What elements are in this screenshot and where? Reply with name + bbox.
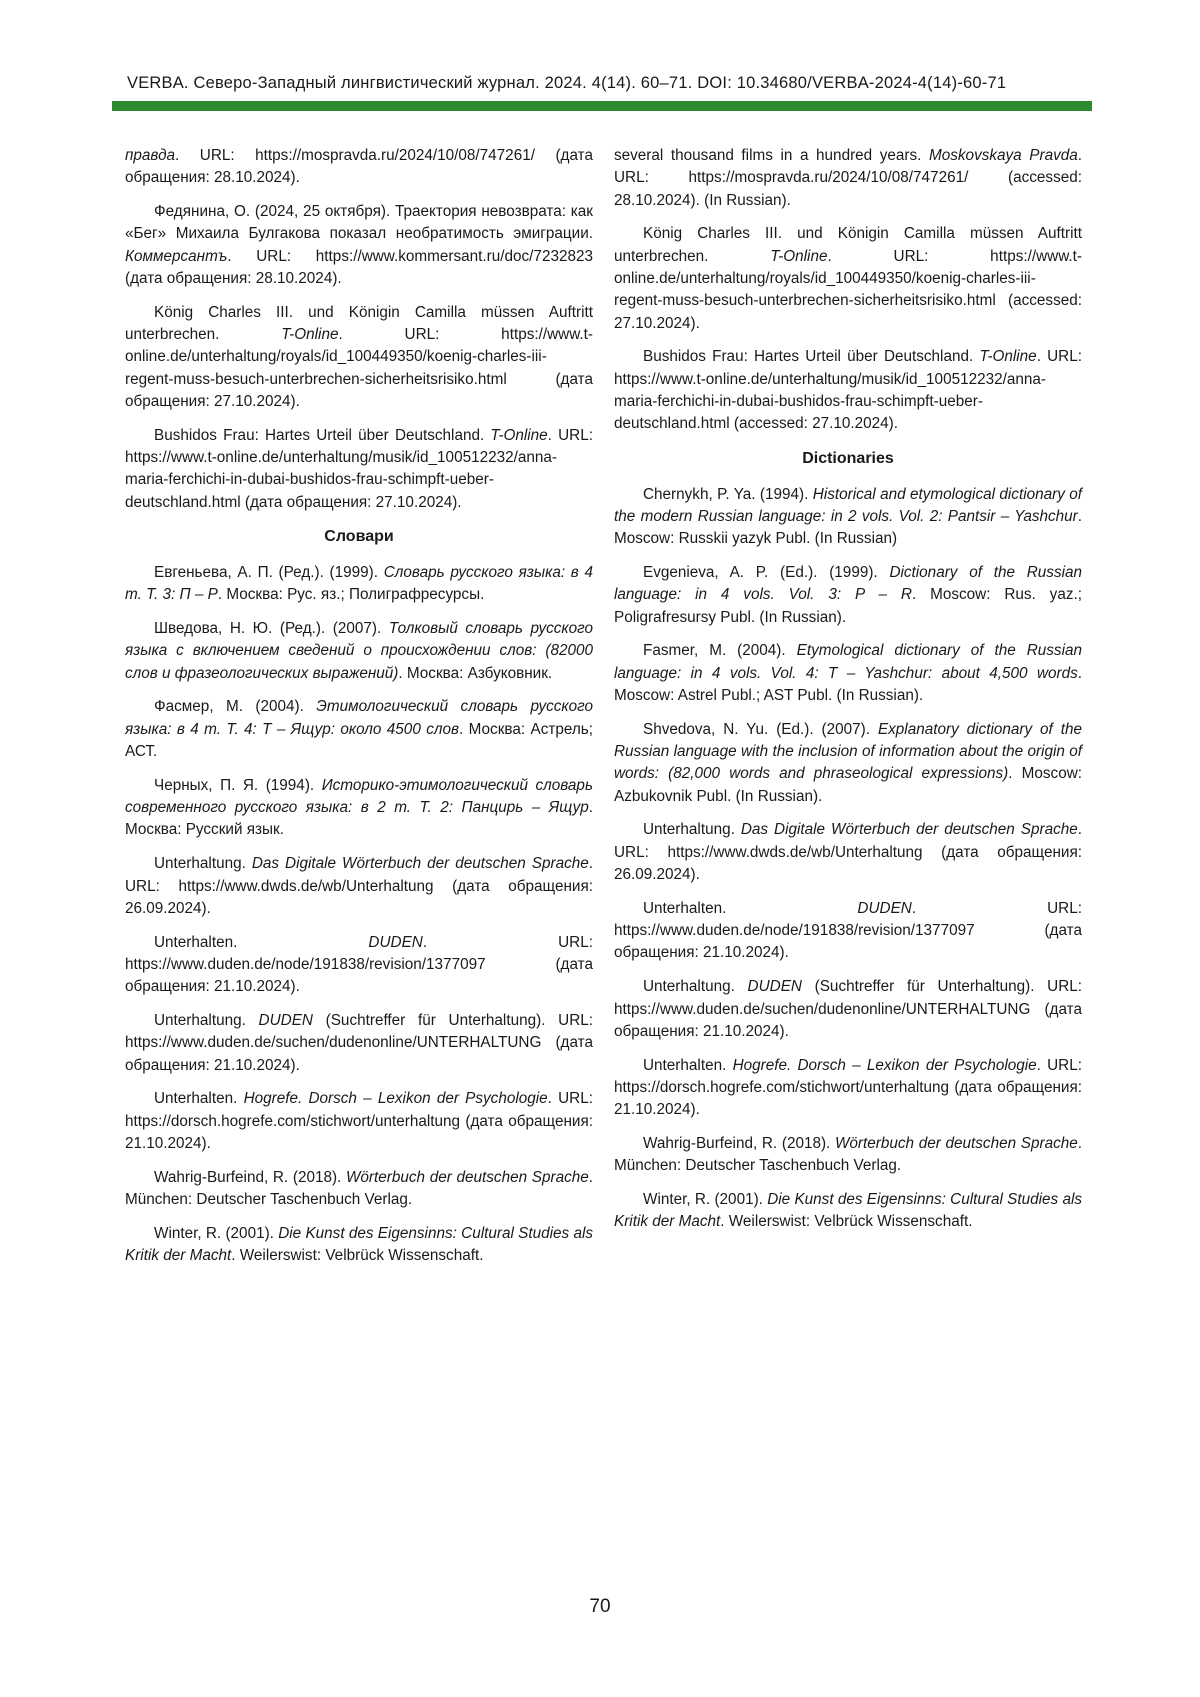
right-column [614,145,1082,1245]
reference-text: . URL: https://www.kommersant.ru/doc/7232823 (дата обращения: 28.10.2024). [125,247,593,287]
reference-title: Толковый словарь русского языка с включением сведений о происхождении слов: (82000 слов и фразеологических выражений) [125,620,593,682]
header-rule [112,101,1092,111]
reference-text: Unterhaltung. [154,1012,259,1029]
reference-entry [125,1223,593,1268]
reference-text: Wahrig-Burfeind, R. (2018). [643,1134,835,1152]
reference-title: T-Online [490,426,548,444]
reference-text: Unterhaltung. [643,821,741,839]
reference-text: Unterhalten. [154,933,369,951]
reference-text: König Charles III. und Königin Camilla müssen Auftritt unterbrechen. [614,225,1082,265]
reference-title: Das Digitale Wörterbuch der deutschen Sprache [251,855,589,873]
reference-entry [125,1167,593,1212]
reference-text: Chernykh, P. Ya. (1994). [643,485,813,503]
reference-title: DUDEN [747,978,802,996]
reference-entry [614,1055,1082,1122]
reference-text: Unterhalten. [643,1056,733,1074]
reference-title: Историко-этимологический словарь современного русского языка: в 2 т. Т. 2: Панцирь – Ящур [125,776,593,817]
reference-title: Die Kunst des Eigensinns: Cultural Studies als Kritik der Macht [614,1191,1082,1231]
reference-entry [125,302,593,413]
right-references-continued [614,145,1082,436]
reference-text: (Suchtreffer für Unterhaltung). URL: https://www.duden.de/suchen/dudenonline/UNTERHALTUNG (дата обращения: 21.10.2024). [125,1012,593,1074]
page-number: 70 [589,1596,611,1617]
reference-text: . Moscow: Rus. yaz.; Poligrafresursy Publ. (In Russian). [614,586,1082,626]
left-column [125,145,593,1279]
reference-entry [614,484,1082,551]
reference-text: Евгеньева, А. П. (Ред.). (1999). [154,563,384,581]
reference-entry [614,1133,1082,1178]
reference-text: (Suchtreffer für Unterhaltung). URL: https://www.duden.de/suchen/dudenonline/UNTERHALTUNG (дата обращения: 21.10.2024). [614,978,1082,1040]
reference-text: . Moscow: Russkii yazyk Publ. (In Russian) [614,507,1082,548]
reference-text: Shvedova, N. Yu. (Ed.). (2007). [643,720,878,738]
right-dictionary-references [614,484,1082,1234]
reference-entry [614,1189,1082,1234]
reference-text: Фасмер, М. (2004). [154,698,317,716]
reference-text: Fasmer, M. (2004). [643,642,797,660]
reference-text: . URL: https://www.t-online.de/unterhaltung/royals/id_100449350/koenig-charles-iii-regent-muss-besuch-unterbrechen-sicherheitsrisiko.html (дата обращения: 27.10.2024). [125,326,593,410]
reference-entry [125,145,593,190]
reference-text: König Charles III. und Königin Camilla müssen Auftritt unterbrechen. [125,303,593,344]
reference-text: . URL: https://www.duden.de/node/191838/revision/1377097 (дата обращения: 21.10.2024). [614,899,1082,962]
reference-title: Wörterbuch der deutschen Sprache [834,1134,1078,1152]
reference-text: Unterhalten. [643,899,858,917]
reference-title: Wörterbuch der deutschen Sprache [345,1168,589,1186]
reference-title: Historical and etymological dictionary of the modern Russian language: in 2 vols. Vol. 2: Pantsir – Yashchur [614,485,1083,525]
reference-title: Moskovskaya Pravda [929,147,1078,164]
reference-entry [125,1088,593,1155]
reference-text: . URL: https://mospravda.ru/2024/10/08/747261/ (дата обращения: 28.10.2024). [125,147,593,187]
reference-title: правда [125,147,176,164]
reference-entry [125,562,593,607]
reference-title: Коммерсантъ [125,247,228,265]
left-references-continued [125,145,593,514]
reference-text: . URL: https://dorsch.hogrefe.com/stichwort/unterhaltung (дата обращения: 21.10.2024). [125,1090,593,1152]
reference-text: several thousand films in a hundred years. [614,147,930,164]
reference-text: Winter, R. (2001). [643,1191,768,1209]
reference-entry [614,976,1082,1043]
reference-text: . Moscow: Astrel Publ.; AST Publ. (In Russian). [614,664,1082,704]
reference-entry [125,932,593,999]
reference-title: T-Online [770,247,828,265]
reference-entry [614,562,1082,629]
reference-text: Черных, П. Я. (1994). [154,776,322,794]
reference-text: . Moscow: Azbukovnik Publ. (In Russian). [614,765,1082,805]
reference-entry [614,898,1082,965]
reference-title: Этимологический словарь русского языка: в 4 т. Т. 4: Т – Ящур: около 4500 слов [125,698,594,738]
reference-entry [614,145,1082,212]
reference-text: . URL: https://www.t-online.de/unterhaltung/royals/id_100449350/koenig-charles-iii-regent-muss-besuch-unterbrechen-sicherheitsrisiko.html (accessed: 27.10.2024). [614,247,1082,332]
reference-text: . München: Deutscher Taschenbuch Verlag. [125,1168,593,1209]
reference-text: Unterhalten. [154,1090,244,1108]
reference-entry [125,1010,593,1077]
reference-entry [614,819,1082,886]
reference-title: DUDEN [258,1012,313,1029]
reference-text: Федянина, О. (2024, 25 октября). Траектория невозврата: как «Бег» Михаила Булгакова показал необратимость эмиграции. [125,203,593,243]
reference-title: T-Online [979,348,1037,366]
reference-text: Bushidos Frau: Hartes Urteil über Deutschland. [154,426,491,444]
reference-text: . Москва: Русский язык. [125,799,593,839]
reference-entry [125,696,593,763]
section-title-slovari: Словари [324,527,394,545]
reference-entry [614,719,1082,808]
reference-title: Hogrefe. Dorsch – Lexikon der Psychologie [732,1056,1037,1074]
reference-entry [125,618,593,685]
reference-title: Словарь русского языка: в 4 т. Т. 3: П – Р [125,563,594,604]
reference-text: . München: Deutscher Taschenbuch Verlag. [614,1134,1082,1175]
reference-entry [125,425,593,514]
reference-entry [614,223,1082,334]
reference-title: Hogrefe. Dorsch – Lexikon der Psychologie [243,1090,548,1108]
reference-entry [125,853,593,920]
reference-title: DUDEN [857,899,912,917]
reference-entry [614,640,1082,707]
reference-text: Evgenieva, A. P. (Ed.). (1999). [643,563,890,581]
reference-text: Unterhaltung. [643,978,748,996]
reference-title: Die Kunst des Eigensinns: Cultural Studies als Kritik der Macht [125,1224,593,1265]
left-dictionary-references [125,562,593,1268]
reference-text: . Москва: Азбуковник. [398,664,553,682]
reference-text: Winter, R. (2001). [154,1224,279,1242]
reference-text: Unterhaltung. [154,855,252,873]
reference-text: . URL: https://www.duden.de/node/191838/revision/1377097 (дата обращения: 21.10.2024). [125,933,593,996]
section-title-dictionaries: Dictionaries [802,449,894,467]
reference-text: . URL: https://www.t-online.de/unterhaltung/musik/id_100512232/anna-maria-ferchichi-in-dubai-bushidos-frau-schimpft-ueber-deutschland.html (accessed: 27.10.2024). [614,348,1082,433]
reference-title: Explanatory dictionary of the Russian language with the inclusion of information about the origin of words: (82,000 words and phraseological expressions) [614,720,1082,783]
reference-text: . Weilerswist: Velbrück Wissenschaft. [231,1247,484,1265]
reference-title: Dictionary of the Russian language: in 4 vols. Vol. 3: P – R [614,563,1083,604]
reference-title: Etymological dictionary of the Russian language: in 4 vols. Vol. 4: T – Yashchur: about 4,500 words [614,642,1082,682]
reference-text: Bushidos Frau: Hartes Urteil über Deutschland. [643,348,980,366]
reference-text: . URL: https://www.t-online.de/unterhaltung/musik/id_100512232/anna-maria-ferchichi-in-dubai-bushidos-frau-schimpft-ueber-deutschland.html (дата обращения: 27.10.2024). [125,426,593,511]
reference-title: T-Online [281,326,339,344]
reference-text: . URL: https://mospravda.ru/2024/10/08/747261/ (accessed: 28.10.2024). (In Russian). [614,147,1082,209]
reference-text: . URL: https://www.dwds.de/wb/Unterhaltung (дата обращения: 26.09.2024). [614,821,1082,884]
reference-text: . URL: https://www.dwds.de/wb/Unterhaltung (дата обращения: 26.09.2024). [125,855,593,917]
reference-entry [125,201,593,290]
reference-entry [614,346,1082,435]
reference-text: Wahrig-Burfeind, R. (2018). [154,1168,346,1186]
reference-title: Das Digitale Wörterbuch der deutschen Sprache [740,821,1078,839]
running-head: VERBA. Северо-Западный лингвистический журнал. 2024. 4(14). 60–71. DOI: 10.34680/VERBA-2024-4(14)-60-71 [127,74,1007,92]
reference-text: . Москва: Рус. яз.; Полиграфресурсы. [217,586,485,604]
reference-entry [125,775,593,842]
reference-text: Шведова, Н. Ю. (Ред.). (2007). [154,620,389,638]
reference-text: . Москва: Астрель; АСТ. [125,720,593,761]
reference-title: DUDEN [368,933,423,951]
reference-text: . URL: https://dorsch.hogrefe.com/stichwort/unterhaltung (дата обращения: 21.10.2024). [614,1056,1082,1119]
reference-text: . Weilerswist: Velbrück Wissenschaft. [720,1213,973,1231]
